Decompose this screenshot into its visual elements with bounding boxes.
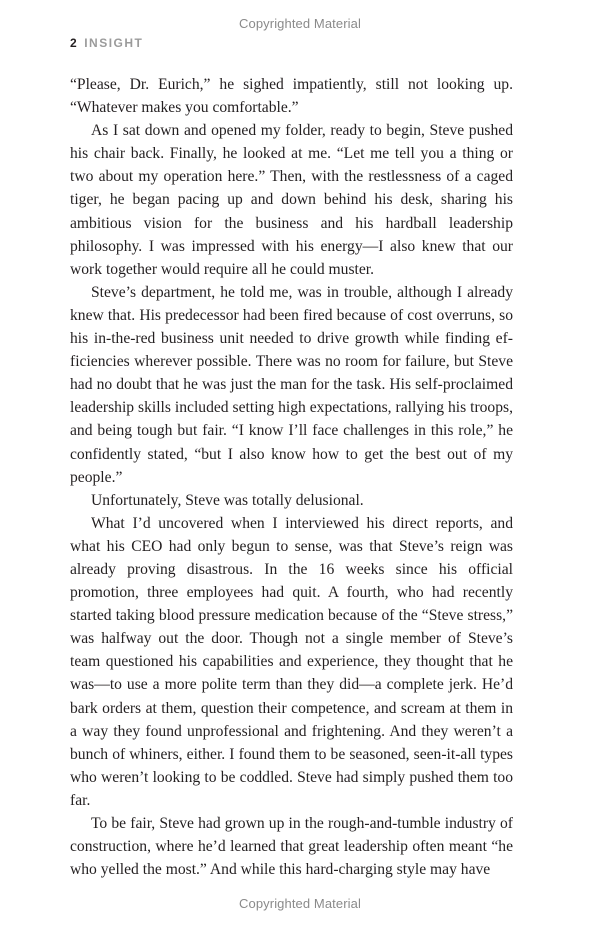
paragraph: What I’d uncovered when I interviewed his direct reports, and what his CEO had only begun to sense, was that Steve’s reign was already proving disastrous. In the 16 weeks since his official promotion, three employees had quit. A fourth, who had recently started taking blood pressure medication because of the “Steve stress,” was halfway out the door. Though not a single member of Steve’s team questioned his capabilities and experience, they thought that he was—to use a more polite term than they did—a complete jerk. He’d bark orders at them, question their competence, and scream at them in a way they found unprofessional and frightening. And they weren’t a bunch of whiners, either. I found them to be seasoned, seen-it-all types who weren’t looking to be coddled. Steve had simply pushed them too far. — [70, 514, 513, 809]
book-title: INSIGHT — [84, 36, 144, 50]
paragraph: “Please, Dr. Eurich,” he sighed impatiently, still not looking up. “Whatever makes you comfortable.” — [70, 76, 513, 117]
page-number: 2 — [70, 36, 79, 50]
paragraph: To be fair, Steve had grown up in the rough-and-tumble industry of construction, where he’d learned that great leadership often meant “he who yelled the most.” And while this hard-charging style may have — [70, 815, 513, 879]
copyright-watermark-bottom: Copyrighted Material — [239, 896, 361, 911]
running-head — [70, 36, 143, 50]
body-text — [70, 73, 513, 881]
paragraph: Steve’s department, he told me, was in trouble, although I already knew that. His predecessor had been fired because of cost overruns, so his in-the-red business unit needed to drive growth while finding efficiencies wherever possible. There was no room for failure, but Steve had no doubt that he was just the man for the task. His self-proclaimed leadership skills included setting high expectations, rallying his troops, and being tough but fair. “I know I’ll face challenges in this role,” he confidently stated, “but I also know how to get the best out of my people.” — [70, 283, 513, 486]
paragraph: As I sat down and opened my folder, ready to begin, Steve pushed his chair back. Finally, he looked at me. “Let me tell you a thing or two about my operation here.” Then, with the restlessness of a caged tiger, he began pacing up and down behind his desk, sharing his ambitious vision for the business and his hardball leadership philosophy. I was impressed with his energy—I also knew that our work together would require all he could muster. — [70, 122, 513, 278]
paragraph: Unfortunately, Steve was totally delusional. — [91, 491, 364, 509]
copyright-watermark-top: Copyrighted Material — [239, 16, 361, 31]
